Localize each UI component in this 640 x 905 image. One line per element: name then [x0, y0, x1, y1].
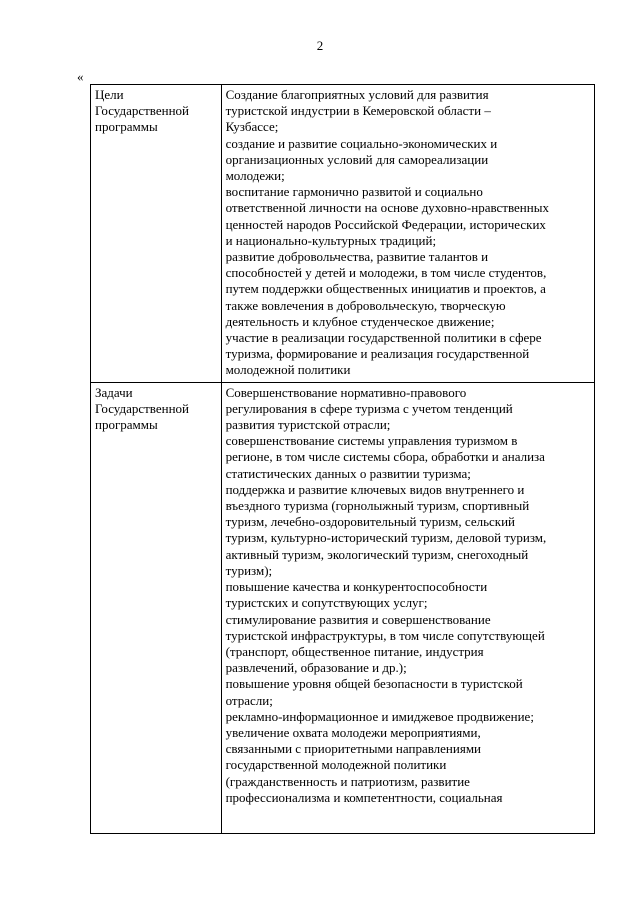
row-text-line: Совершенствование нормативно-правового — [225, 384, 467, 400]
tasks-row — [91, 382, 595, 833]
row-text-line: (транспорт, общественное питание, индустрия — [225, 643, 484, 659]
row-text-line: профессионализма и компетентности, социальная — [225, 789, 503, 805]
row-text-line: деятельность и клубное студенческое движение; — [225, 313, 495, 329]
row-text-line: молодежи; — [225, 168, 285, 184]
row-text-line: повышение уровня общей безопасности в туристской — [225, 676, 523, 692]
row-text-line: (гражданственность и патриотизм, развитие — [225, 773, 470, 789]
row-text-line: отрасли; — [225, 692, 273, 708]
row-text-line: въездного туризма (горнолыжный туризм, спортивный — [225, 498, 530, 514]
goals-label-cell — [91, 85, 222, 383]
row-label-line: Государственной — [95, 400, 190, 416]
row-text-line: статистических данных о развитии туризма; — [225, 465, 471, 481]
tasks-label-cell — [91, 382, 222, 833]
row-text-line: туризм, лечебно-оздоровительный туризм, сельский — [225, 514, 515, 530]
tasks-content-cell — [221, 382, 594, 833]
row-text-line: Создание благоприятных условий для развития — [225, 87, 489, 102]
row-text-line: Кузбассе; — [225, 119, 279, 135]
row-label-line: программы — [95, 417, 158, 433]
row-text-line: повышение качества и конкурентоспособности — [225, 579, 488, 595]
row-text-line: организационных условий для самореализации — [225, 151, 489, 167]
row-text-line: туризма, формирование и реализация государственной — [225, 346, 530, 362]
row-text-line: регулирования в сфере туризма с учетом тенденций — [225, 400, 513, 416]
goals-content-cell — [221, 85, 594, 383]
row-text-line: участие в реализации государственной политики в сфере — [225, 330, 542, 346]
row-text-line: воспитание гармонично развитой и социально — [225, 184, 483, 200]
row-text-line: ответственной личности на основе духовно-нравственных — [225, 200, 549, 216]
row-text-line: развитие добровольчества, развитие талантов и — [225, 249, 489, 265]
row-label-line: Задачи — [95, 384, 133, 400]
row-text-line: туризм); — [225, 562, 273, 578]
row-label-line: программы — [95, 119, 158, 135]
row-text-line: регионе, в том числе системы сбора, обработки и анализа — [225, 449, 545, 465]
row-text-line: и национально-культурных традиций; — [225, 232, 437, 248]
row-text-line: ценностей народов Российской Федерации, исторических — [225, 216, 546, 232]
row-text-line: стимулирование развития и совершенствование — [225, 611, 491, 627]
row-text-line: совершенствование системы управления туризмом в — [225, 433, 518, 449]
opening-quote-mark: « — [77, 69, 84, 84]
row-text-line: увеличение охвата молодежи мероприятиями, — [225, 724, 481, 740]
row-text-line: молодежной политики — [225, 362, 351, 378]
goals-row — [91, 85, 595, 383]
row-text-line: туристской инфраструктуры, в том числе сопутствующей — [225, 627, 545, 643]
row-label-line: Цели — [95, 87, 124, 102]
row-text-line: поддержка и развитие ключевых видов внутреннего и — [225, 481, 525, 497]
row-text-line: развлечений, образование и др.); — [225, 660, 407, 676]
row-text-line: активный туризм, экологический туризм, снегоходный — [225, 546, 529, 562]
row-text-line: путем поддержки общественных инициатив и проектов, а — [225, 281, 546, 297]
row-text-line: туристской индустрии в Кемеровской области – — [225, 103, 491, 119]
program-passport-table — [90, 84, 595, 834]
row-label-line: Государственной — [95, 103, 190, 119]
row-text-line: создание и развитие социально-экономических и — [225, 135, 498, 151]
row-text-line: рекламно-информационное и имиджевое продвижение; — [225, 708, 534, 724]
row-text-line: развития туристской отрасли; — [225, 417, 391, 433]
row-text-line: связанными с приоритетными направлениями — [225, 741, 482, 757]
row-text-line: способностей у детей и молодежи, в том числе студентов, — [225, 265, 547, 281]
row-text-line: туристских и сопутствующих услуг; — [225, 595, 428, 611]
table-body — [91, 85, 595, 834]
page-number: 2 — [316, 38, 324, 53]
row-text-line: туризм, культурно-исторический туризм, деловой туризм, — [225, 530, 547, 546]
row-text-line: государственной молодежной политики — [225, 757, 447, 773]
row-text-line: также вовлечения в добровольческую, творческую — [225, 297, 506, 313]
